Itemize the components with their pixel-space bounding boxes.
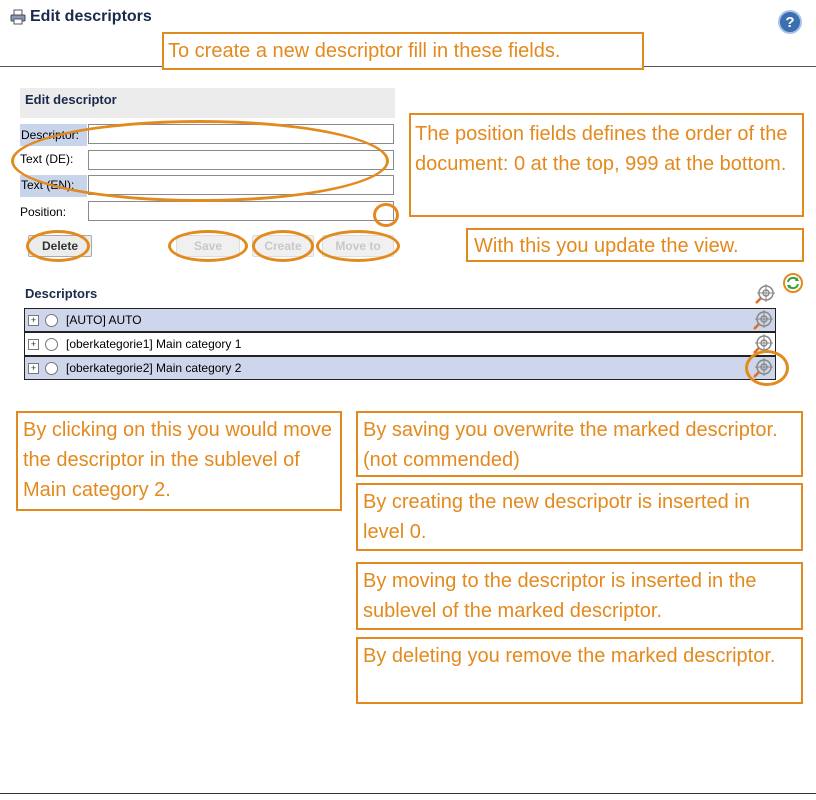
highlight-ring-move-to <box>316 230 400 262</box>
descriptor-label: Descriptor: <box>20 124 87 146</box>
tree-row-label: [AUTO] AUTO <box>66 313 142 327</box>
callout-creating: By creating the new descripotr is inserted in level 0. <box>356 483 803 551</box>
crosshair-move-icon[interactable] <box>755 284 775 304</box>
highlight-ring-position <box>373 203 399 227</box>
callout-update-view: With this you update the view. <box>466 228 804 262</box>
highlight-ring-delete <box>26 230 90 262</box>
callout-moving: By moving to the descriptor is inserted in the sublevel of the marked descriptor. <box>356 562 803 630</box>
expand-icon[interactable]: + <box>28 315 39 326</box>
position-field[interactable] <box>88 201 394 221</box>
move-to-button[interactable]: Move to <box>322 235 394 257</box>
tree-row-main-category-1[interactable] <box>24 332 776 356</box>
edit-descriptor-heading: Edit descriptor <box>20 88 395 118</box>
expand-icon[interactable]: + <box>28 363 39 374</box>
highlight-ring-move-icon <box>745 350 789 386</box>
expand-icon[interactable]: + <box>28 339 39 350</box>
crosshair-move-icon[interactable] <box>753 310 773 330</box>
tree-row-label: [oberkategorie2] Main category 2 <box>66 361 242 375</box>
tree-row-auto[interactable] <box>24 308 776 332</box>
printer-icon[interactable] <box>10 9 26 25</box>
tree-row-main-category-2[interactable] <box>24 356 776 380</box>
callout-deleting: By deleting you remove the marked descriptor. <box>356 637 803 704</box>
callout-create-fields: To create a new descriptor fill in these fields. <box>162 32 644 70</box>
text-en-label: Text (EN): <box>20 175 87 197</box>
callout-position: The position fields defines the order of the document: 0 at the top, 999 at the bottom. <box>409 113 804 217</box>
page-title-text: Edit descriptors <box>30 8 152 25</box>
footer-divider <box>0 793 816 794</box>
callout-saving: By saving you overwrite the marked descriptor. (not commended) <box>356 411 803 477</box>
help-icon[interactable] <box>778 10 802 34</box>
highlight-ring-save <box>168 230 248 262</box>
position-label: Position: <box>20 205 67 219</box>
select-radio[interactable] <box>45 314 58 327</box>
callout-move-click: By clicking on this you would move the descriptor in the sublevel of Main category 2. <box>16 411 342 511</box>
delete-button[interactable]: Delete <box>28 235 92 257</box>
text-de-label: Text (DE): <box>20 152 74 166</box>
tree-row-label: [oberkategorie1] Main category 1 <box>66 337 242 351</box>
svg-text:?: ? <box>785 14 795 31</box>
refresh-icon[interactable] <box>783 273 803 293</box>
highlight-ring-fields <box>11 120 389 202</box>
page-title <box>10 8 152 26</box>
descriptors-heading: Descriptors <box>25 286 98 301</box>
highlight-ring-create <box>252 230 314 262</box>
save-button[interactable]: Save <box>176 235 240 257</box>
select-radio[interactable] <box>45 362 58 375</box>
create-button[interactable]: Create <box>252 235 314 257</box>
select-radio[interactable] <box>45 338 58 351</box>
